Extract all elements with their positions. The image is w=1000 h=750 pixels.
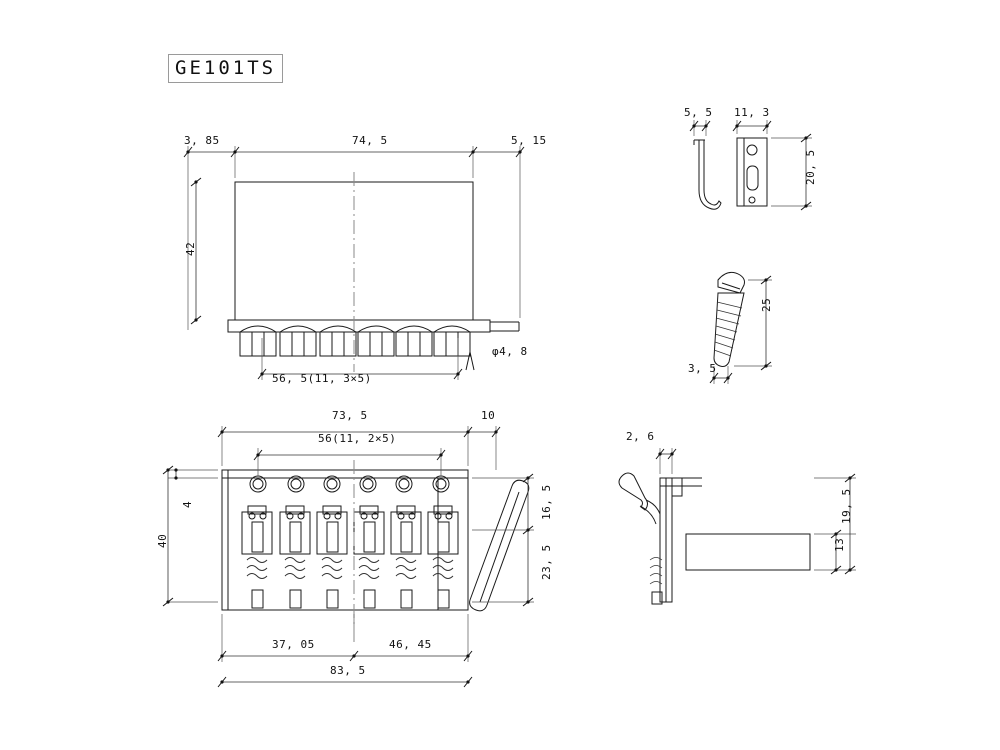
dimension-label-40: 40: [156, 533, 169, 548]
plan-view-geometry: [163, 426, 534, 687]
dimension-label-10: 10: [481, 409, 496, 422]
dimension-label-11-3: 11, 3: [734, 106, 770, 119]
dimension-label-13: 13: [833, 537, 846, 552]
front-saddles: [240, 326, 470, 356]
dimension-label-dia-4-8: φ4, 8: [492, 345, 528, 358]
dimension-label-56-5: 56, 5(11, 3×5): [272, 372, 372, 385]
dimension-label-25: 25: [760, 297, 773, 312]
tremolo-arm: [470, 480, 529, 611]
dimension-label-3-5: 3, 5: [688, 362, 717, 375]
dimension-label-3-85: 3, 85: [184, 134, 220, 147]
plan-saddles: [242, 506, 458, 608]
dimension-label-5-15: 5, 15: [511, 134, 547, 147]
dimension-label-56: 56(11, 2×5): [318, 432, 397, 445]
dimension-label-42: 42: [184, 241, 197, 256]
screw-detail-geometry: [710, 272, 772, 384]
dimension-label-5-5: 5, 5: [684, 106, 713, 119]
front-view-geometry: [184, 146, 524, 380]
dimension-label-2-6: 2, 6: [626, 430, 655, 443]
claw-plate-detail-geometry: [690, 120, 812, 210]
dimension-label-16-5: 16, 5: [540, 484, 553, 520]
dimension-label-37-05: 37, 05: [272, 638, 315, 651]
dimension-label-20-5: 20, 5: [804, 149, 817, 185]
dimension-label-74-5: 74, 5: [352, 134, 388, 147]
side-view-geometry: [619, 448, 856, 604]
dimension-label-23-5: 23, 5: [540, 544, 553, 580]
part-number-title: GE101TS: [168, 54, 283, 83]
dimension-label-46-45: 46, 45: [389, 638, 432, 651]
dimension-label-73-5: 73, 5: [332, 409, 368, 422]
dimension-label-83-5: 83, 5: [330, 664, 366, 677]
dimension-label-19-5: 19, 5: [840, 488, 853, 524]
dimension-label-4: 4: [181, 500, 194, 508]
